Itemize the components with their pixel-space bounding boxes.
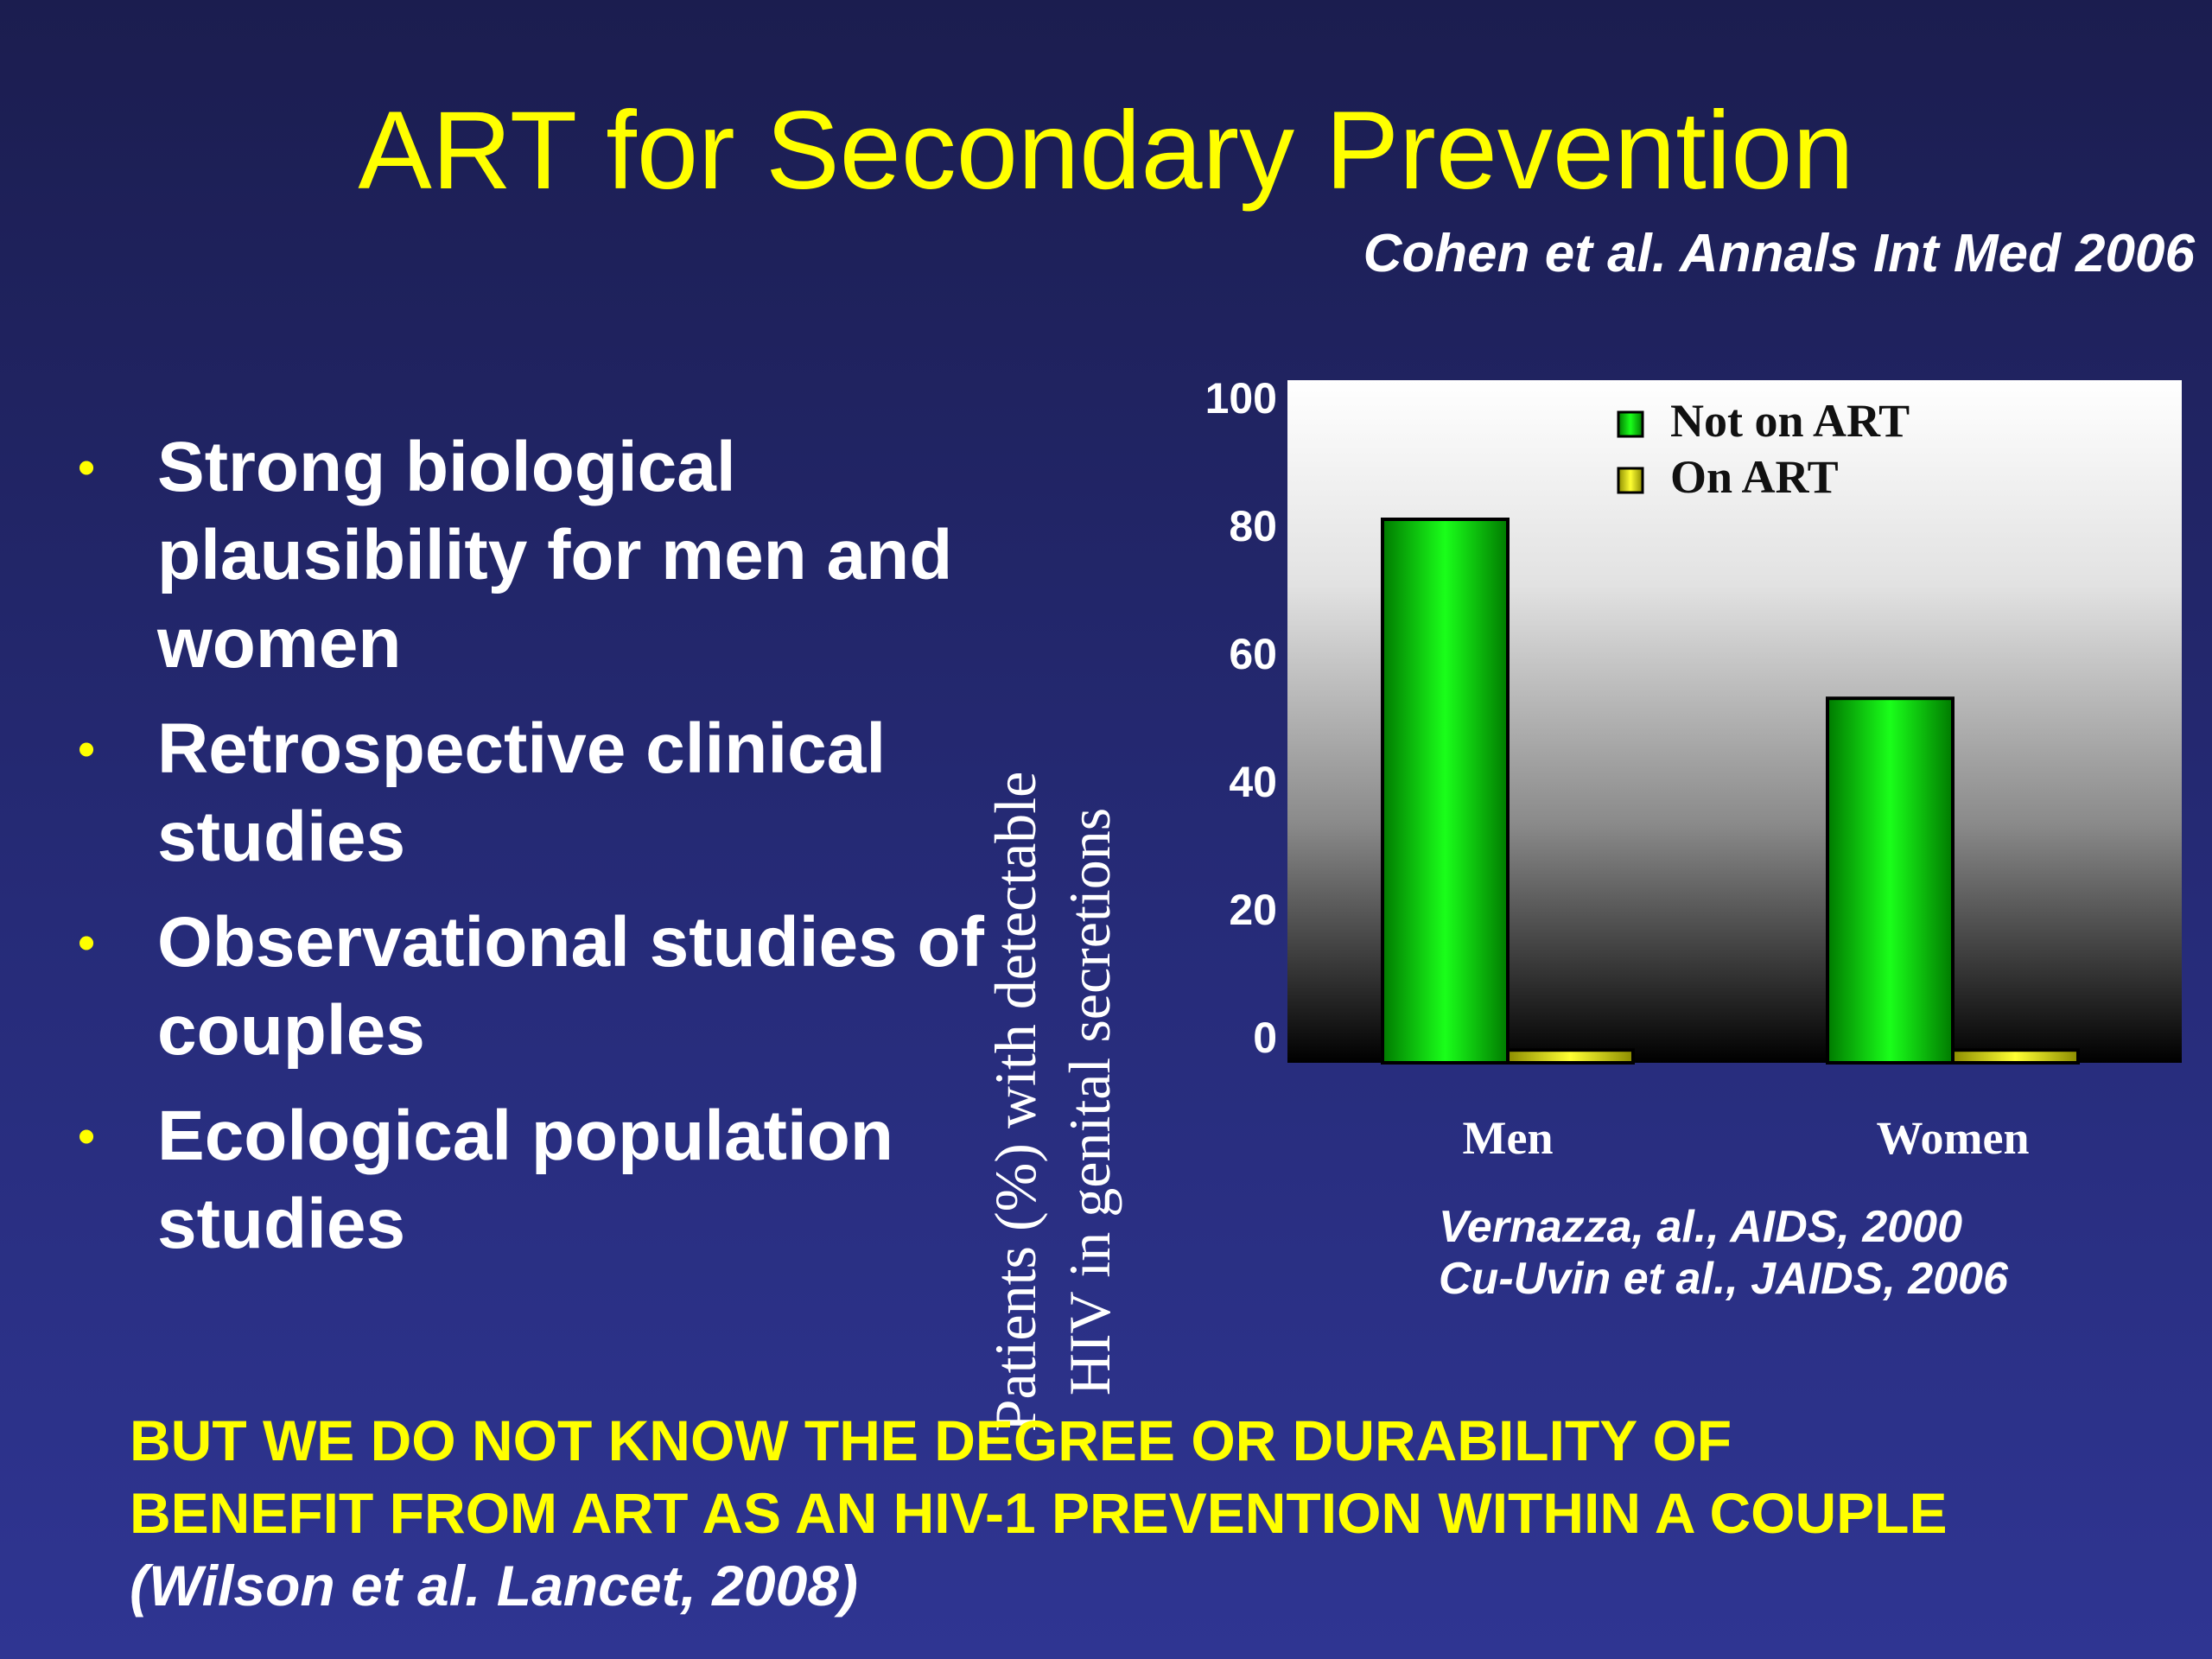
- bar-not-on-art-men: [1382, 519, 1508, 1063]
- y-tick-label: 80: [1229, 502, 1277, 550]
- bar-on-art-women: [1953, 1050, 2078, 1063]
- legend-swatch-not-on-art: [1618, 412, 1643, 436]
- bottom-statement-line-1: BUT WE DO NOT KNOW THE DEGREE OR DURABILITY OF: [130, 1408, 1732, 1472]
- x-category-label: Women: [1876, 1112, 2030, 1164]
- y-tick-label: 0: [1253, 1014, 1277, 1062]
- bullet-dot-icon: •: [78, 915, 95, 969]
- bottom-statement: [130, 1404, 1948, 1622]
- bullet-item: [69, 705, 1020, 881]
- y-axis-label-line-2: HIV in genital secretions: [1057, 807, 1122, 1396]
- y-axis-label-line-1: Patients (%) with detectable: [982, 771, 1048, 1433]
- chart-references: [1439, 1201, 2008, 1305]
- bullet-text: Strong biological plausibility for men and women: [157, 428, 953, 683]
- legend-label-on-art: On ART: [1670, 451, 1839, 503]
- bullet-list: [69, 423, 1020, 1286]
- chart-y-axis-label: [978, 713, 1151, 1491]
- slide-title: ART for Secondary Prevention: [358, 89, 1854, 213]
- y-tick-label: 20: [1229, 886, 1277, 934]
- bullet-dot-icon: •: [78, 440, 95, 494]
- legend-swatch-on-art: [1618, 468, 1643, 493]
- bullet-item: [69, 1092, 1020, 1268]
- slide-subtitle: Cohen et al. Annals Int Med 2006: [1363, 224, 2195, 283]
- y-tick-label: 60: [1229, 630, 1277, 678]
- bar-not-on-art-women: [1827, 698, 1953, 1063]
- bullet-dot-icon: •: [78, 721, 95, 776]
- reference-line: Cu-Uvin et al., JAIDS, 2006: [1439, 1254, 2008, 1304]
- bar-chart: [1149, 372, 2186, 1192]
- bullet-item: [69, 423, 1020, 688]
- bottom-citation: (Wilson et al. Lancet, 2008): [130, 1554, 858, 1618]
- legend-label-not-on-art: Not on ART: [1670, 395, 1910, 447]
- bottom-statement-line-2: BENEFIT FROM ART AS AN HIV-1 PREVENTION WITHIN A COUPLE: [130, 1481, 1948, 1545]
- bullet-item: [69, 899, 1020, 1075]
- bullet-text: Observational studies of couples: [157, 903, 984, 1070]
- bullet-dot-icon: •: [78, 1109, 95, 1163]
- y-tick-label: 40: [1229, 758, 1277, 806]
- bullet-text: Ecological population studies: [157, 1096, 893, 1263]
- x-category-label: Men: [1462, 1112, 1554, 1164]
- y-tick-label: 100: [1205, 374, 1277, 423]
- bar-on-art-men: [1508, 1050, 1633, 1063]
- bullet-text: Retrospective clinical studies: [157, 709, 887, 876]
- reference-line: Vernazza, al., AIDS, 2000: [1439, 1202, 1962, 1252]
